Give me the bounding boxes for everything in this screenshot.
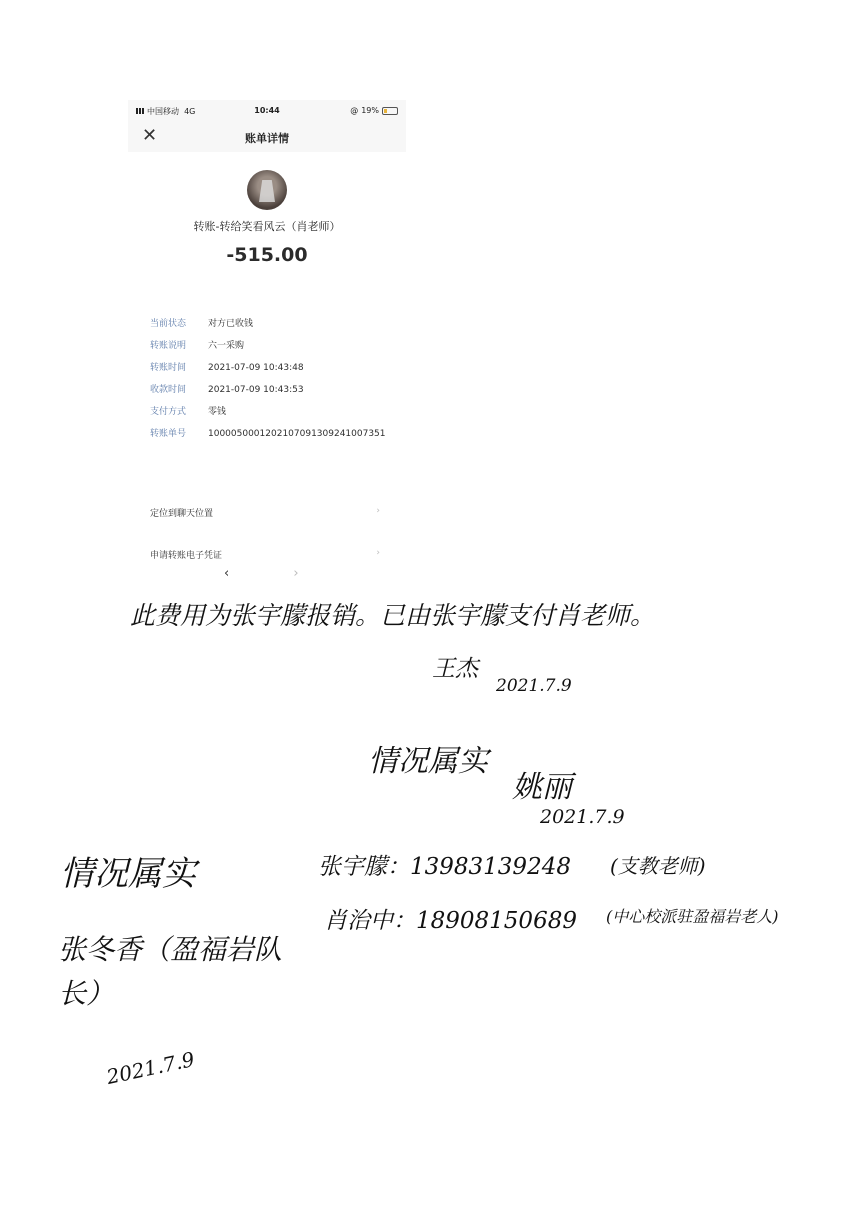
chevron-right-icon: › — [376, 548, 380, 558]
detail-row: 转账说明 六一采购 — [150, 341, 245, 351]
avatar — [247, 170, 287, 210]
transfer-details — [150, 318, 390, 450]
request-receipt-button[interactable]: 申请转账电子凭证 › — [150, 548, 380, 561]
status-carrier: 中国移动 4G — [136, 106, 195, 117]
handwritten-date: 2021.7.9 — [104, 1047, 197, 1089]
handwritten-note: 情况属实 — [60, 854, 196, 894]
handwritten-contact-role: (支教老师) — [610, 854, 706, 878]
detail-row: 转账单号 1000050001202107091309241007351 — [150, 429, 386, 439]
handwritten-signature: 王杰 — [432, 656, 478, 682]
battery-icon — [382, 107, 398, 115]
handwritten-signature: 姚丽 — [512, 770, 572, 805]
handwritten-contact: 肖治中：18908150689 — [324, 908, 577, 934]
alarm-icon: @ — [350, 106, 359, 115]
page-title: 账单详情 — [245, 132, 289, 145]
transfer-amount: -515.00 — [226, 244, 308, 266]
handwritten-signature: 张冬香（盈福岩队长） — [58, 933, 283, 1010]
status-bar — [128, 100, 406, 122]
network-label: 4G — [184, 107, 196, 116]
detail-row: 支付方式 零钱 — [150, 407, 227, 417]
close-icon[interactable]: ✕ — [142, 125, 158, 146]
locate-chat-button[interactable]: 定位到聊天位置 › — [150, 506, 380, 519]
payment-screenshot — [128, 100, 406, 590]
status-battery: @ 19% — [350, 106, 398, 115]
bottom-nav — [224, 566, 359, 581]
nav-bar — [128, 122, 406, 152]
detail-row: 当前状态 对方已收钱 — [150, 319, 254, 329]
handwritten-date: 2021.7.9 — [496, 676, 572, 696]
handwritten-date: 2021.7.9 — [540, 806, 625, 828]
handwritten-contact-role: (中心校派驻盈福岩老人) — [606, 907, 779, 926]
back-button[interactable]: ‹ — [224, 566, 230, 581]
detail-row: 转账时间 2021-07-09 10:43:48 — [150, 363, 304, 373]
detail-row: 收款时间 2021-07-09 10:43:53 — [150, 385, 304, 395]
transfer-title: 转账-转给笑看风云（肖老师） — [193, 220, 341, 233]
handwritten-contact: 张宇朦：13983139248 — [318, 854, 571, 880]
status-time: 10:44 — [254, 106, 280, 115]
chevron-right-icon: › — [376, 506, 380, 516]
handwritten-note: 情况属实 — [368, 744, 488, 779]
forward-button[interactable]: › — [293, 566, 299, 581]
handwritten-note: 此费用为张宇朦报销。已由张宇朦支付肖老师。 — [130, 601, 656, 630]
